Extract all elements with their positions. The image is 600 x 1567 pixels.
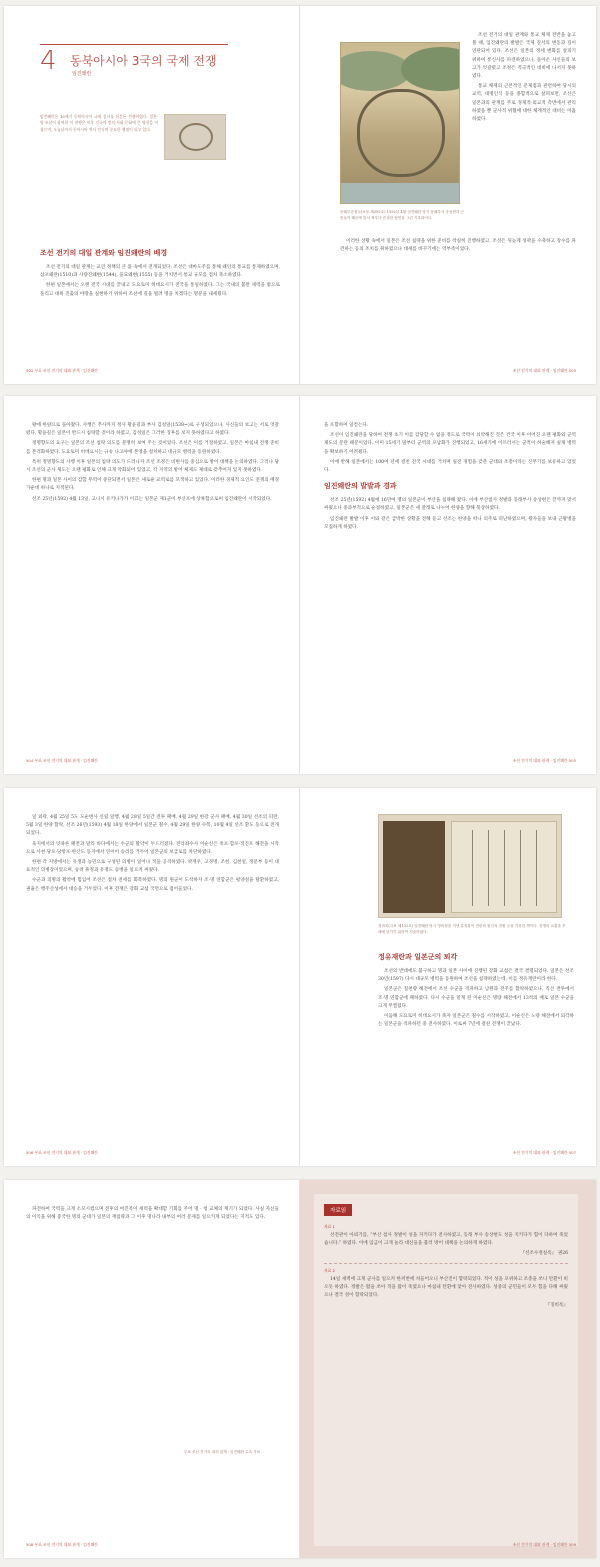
paragraph: 선조 25년(1592) 4월에 16만여 명의 일본군이 부산을 침략해 왔다. 이에 부산첨사 정발과 동래부사 송상현은 끝까지 맞서 싸웠으나 중과부적으로 순절하였고, 일본군은 세 갈래로 나누어 한양을 향해 북상하였다. <box>324 498 576 512</box>
paragraph: 선조 25년(1592) 4월 13일, 고니시 유키나가가 이끄는 일본군 제1군이 부산포에 상륙함으로써 임진왜란이 시작되었다. <box>32 496 272 502</box>
paragraph: 일 외곽, 4월 25일 5도 도순변사 신립 일행, 4월 28일 5일간 전투 패배, 4월 29일 한강 군사 패배, 4월 30일 선조의 피란, 5월 3일 한양 함락, 선조 26년(1593) 4월 18일 한양에서 일본군 철수, 4월 29일 한양 수복, 10월 4일 선조 환도 등으로 전개되었다. <box>26 815 279 837</box>
side-note: 부표 조선 전기의 대외 관계 · 임진왜란 수록 사료 <box>184 1450 261 1454</box>
page-503 <box>300 6 596 384</box>
paragraph: 정명향도의 요구는 일본의 조선 침략 의도를 분명히 보여 주는 것이었다. 조선은 이를 거절하였고, 일본은 마침내 전쟁 준비를 본격화하였다. 도요토미 히데요시는 규슈 나고야에 본영을 설치하고 대규모 병력을 동원하였다. <box>26 441 279 455</box>
figure-caption: 징비록(국보 제132호) 임진왜란 당시 영의정을 지낸 유성룡이 전란의 원인과 전황 등을 기록한 책이다. 전쟁의 교훈을 후세에 남기기 위하여 저술하였다. <box>378 924 566 934</box>
paragraph: 왕에 한양으로 돌아왔다. 사행은 추사까지 정사 황윤길과 부사 김성일(1538~)로 구성되었으나, 사신들의 보고는 서로 엇갈렸다. 황윤길은 일본이 반드시 침략할 것이라 하였고, 김성일은 그러한 징후를 보지 못하였다고 하였다. <box>26 423 279 437</box>
source-label: 자료 2 <box>324 1267 335 1273</box>
spread-1 <box>4 6 596 384</box>
page-footer: 506 부표 조선 전기의 대외 관계 · 임진왜란 <box>26 1150 98 1155</box>
paragraph: 육지에서의 잇따른 패전과 달리 바다에서는 수군의 활약이 두드러졌다. 전라좌수사 이순신은 옥포·합포·적진포 해전을 시작으로 사천·당포·당항포·한산도 등지에서 연이어 승리를 거두어 일본군의 보급로를 차단하였다. <box>26 841 279 855</box>
source-text: 14일 새벽에 크게 군사를 일으켜 한꺼번에 쳐들어오니 부산진이 함락되었다. 적이 성을 포위하고 조총을 쏘니 탄환이 비오듯 하였다. 정발은 활을 쏘아 적을 많이 죽였으나 마침내 탄환에 맞아 전사하였다. 성중의 군민들이 모두 힘을 다해 싸웠으나 결국 성이 함락되었다. <box>324 1276 568 1299</box>
section-title: 조선 전기의 대일 관계와 임진왜란의 배경 <box>40 249 168 257</box>
chapter-title: 동북아시아 3국의 국제 전쟁 <box>70 54 217 68</box>
source-reading-box <box>314 1194 578 1546</box>
paragraph: 을 포함하여 일컫는다. <box>324 423 369 428</box>
page-502 <box>4 6 300 384</box>
page-507 <box>300 788 596 1166</box>
box-heading: 자료읽 <box>324 1204 352 1216</box>
paragraph: 한편 일본에서는 오랜 전국 시대를 끝내고 도요토미 히데요시가 전국을 통일하였다. 그는 국내의 불만 세력을 밖으로 돌리고 대륙 진출의 야망을 실현하기 위하여 조선에 길을 빌려 명을 치겠다는 명분을 내세웠다. <box>40 283 280 297</box>
siege-painting <box>340 42 460 204</box>
spread-3 <box>4 788 596 1166</box>
page-506 <box>4 788 300 1166</box>
source-citation: 『선조수정실록』 권26 <box>520 1251 568 1257</box>
source-text: 선전관이 아뢰기를, “부산 첨사 정발이 성을 지키다가 전사하였고, 동래 부사 송상현도 성을 지키다가 힘이 다하여 죽었습니다.” 하였다. 이에 임금이 크게 놀라 대신들을 불러 방어 대책을 논의하게 하였다. <box>324 1233 568 1247</box>
chapter-subtitle: 임진왜란 <box>72 71 92 77</box>
paragraph: 파견하여 국력을 크게 소모시켰으며 전후의 여진족이 세력을 확대할 기회를 주어 명 · 청 교체의 계기가 되었다. 사실 자신들의 이익을 위해 중국한 명의 군대가 일본의 재침략과 그 이후 명나라 내부의 여러 문제를 일으키게 되었다는 지적도 있다. <box>26 1207 279 1221</box>
page-footer: 502 부표 조선 전기의 대외 관계 · 임진왜란 <box>26 368 98 373</box>
figure-caption: 동래부순절도(보물 제392호) 1592년 4월 임진왜란 당시 동래부사 송상현과 군민들이 왜군에 맞서 싸우다 순절한 장면을 그린 기록화이다. <box>340 210 464 220</box>
paragraph: 통교 체제의 근본적인 문제점과 관련하여 당시의 교역, 대명인식 등을 종합적으로 살펴보면, 조선은 일본과의 관계를 주로 경제적·외교적 측면에서 관리하였을 뿐 군사적 위협에 대한 체계적인 대비는 미흡하였다. <box>472 84 576 123</box>
paragraph: 이듬해 도요토미 히데요시가 죽자 일본군은 철수를 시작하였고, 이순신은 노량 해전에서 퇴각하는 일본군을 격파하던 중 전사하였다. 이로써 7년에 걸친 전쟁이 끝났다. <box>378 1014 574 1028</box>
section-title: 임진왜란의 발발과 경과 <box>324 482 397 491</box>
artifact-thumbnail <box>164 114 226 160</box>
paragraph: 수군과 의병의 활약에 힘입어 조선은 점차 전세를 회복하였다. 명의 원군이 도착하자 조·명 연합군은 평양성을 탈환하였고, 권율은 행주산성에서 대승을 거두었다. 이후 전쟁은 강화 교섭 국면으로 접어들었다. <box>26 878 279 892</box>
book-photo <box>378 814 562 918</box>
paragraph: 한편 명과 일본 사이의 감합 무역이 중단되면서 일본은 새로운 교역로를 모색하고 있었다. 이러한 경제적 요인도 전쟁의 배경 가운데 하나로 지적된다. <box>26 478 279 492</box>
chapter-rule <box>40 44 228 45</box>
page-509 <box>300 1180 596 1558</box>
paragraph: 조선의 반대에도 불구하고 명과 일본 사이에 진행된 강화 교섭은 결국 결렬되었다. 일본은 선조 30년(1597) 다시 대규모 병력을 동원하여 조선을 침략하였는데, 이를 정유재란이라 한다. <box>378 969 574 983</box>
chapter-summary: 임진왜란은 16세기 동북아시아 국제 질서를 뒤흔든 전쟁이었다. 일본·명·조선이 참여한 이 전쟁은 이후 각국의 정치·사회·문화에 큰 영향을 미쳤으며, 오늘날까지 동아시아 역사 인식의 중요한 쟁점이 되고 있다. <box>40 114 158 132</box>
spread-4 <box>4 1180 596 1558</box>
page-footer: 조선 전기의 대외 관계 · 임진왜란 505 <box>512 758 576 763</box>
page-504 <box>4 396 300 774</box>
paragraph: 한편 각 지방에서는 유생과 농민으로 구성된 의병이 일어나 적을 공격하였다. 곽재우, 고경명, 조헌, 김천일, 정문부 등이 대표적인 의병장이었으며, 승려 휴정과 유정도 승병을 일으켜 싸웠다. <box>26 860 279 874</box>
page-505 <box>300 396 596 774</box>
page-508 <box>4 1180 300 1558</box>
paragraph: 조선 전기의 대일 관계와 통교 체제 전반을 놓고 볼 때, 임진왜란의 발발은 국제 질서의 변동과 깊이 연관되어 있다. 조선은 일본의 정세 변화를 살피기 위하여 통신사를 파견하였으나, 돌아온 사신들의 보고가 엇갈렸고 조정은 적극적인 대비에 나서지 못하였다. <box>472 33 576 80</box>
chapter-number: 4 <box>40 46 57 76</box>
paragraph: 임진왜란 발발 이후 이와 같은 급박한 상황을 전해 듣고 선조는 한양을 떠나 의주로 피난하였으며, 왕자들을 보내 근왕병을 모집하게 하였다. <box>324 516 576 530</box>
source-citation: 『징비록』 <box>545 1303 568 1309</box>
section-title: 정유재란과 일본군의 퇴각 <box>378 953 458 961</box>
page-footer: 조선 전기의 대외 관계 · 임진왜란 503 <box>512 368 576 373</box>
page-footer: 504 부표 조선 전기의 대외 관계 · 임진왜란 <box>26 758 98 763</box>
paragraph: 이러한 상황 속에서 일본은 조선 침략을 위한 준비를 착실히 진행하였고, 조선은 뒤늦게 성곽을 수축하고 장수를 파견하는 등의 조치를 취하였으나 대세를 바꾸기에는 역부족이었다. <box>340 239 576 253</box>
page-footer: 508 부표 조선 전기의 대외 관계 · 임진왜란 <box>26 1542 98 1547</box>
paragraph: 일본군은 칠천량 해전에서 조선 수군을 격파하고 남원과 전주를 함락하였으나, 직산 전투에서 조·명 연합군에 패하였다. 다시 수군을 맡게 된 이순신은 명량 해전에서 13척의 배로 일본 수군을 크게 무찔렀다. <box>378 987 574 1009</box>
page-footer: 조선 전기의 대외 관계 · 임진왜란 509 <box>512 1542 576 1547</box>
paragraph: 이에 반해 일본에서는 100여 년에 걸친 전국 시대를 거치며 실전 경험을 갖춘 군대와 조총이라는 신무기를 보유하고 있었다. <box>324 459 576 474</box>
source-label: 자료 1 <box>324 1224 335 1229</box>
paragraph: 조선이 임진왜란을 당하여 전쟁 초기 이를 감당할 수 없을 정도로 국력이 쇠약해진 것은 건국 이후 이어진 오랜 평화와 군역 제도의 문란 때문이었다. 이미 15세기 말부터 군역의 포납화가 진행되었고, 16세기에 이르러서는 군적이 허술해져 실제 병력을 확보하기 어려웠다. <box>324 433 576 455</box>
spread-2 <box>4 396 596 774</box>
paragraph: 특히 정명향도의 사행 이후 일본의 침략 의도가 드러나자 조선 조정은 비변사를 중심으로 방어 대책을 논의하였다. 그러나 당시 조선의 군사 제도는 오랜 평화로 인해 크게 약화되어 있었고, 각 지역의 방어 체제도 제대로 갖추어져 있지 못하였다. <box>26 459 279 474</box>
page-footer: 조선 전기의 대외 관계 · 임진왜란 507 <box>512 1150 576 1155</box>
paragraph: 조선 전기의 대일 관계는 교린 정책의 큰 틀 속에서 전개되었다. 조선은 대마도주를 통해 왜인의 통교를 통제하였으며, 삼포왜란(1510)과 사량진왜변(1544), 을묘왜변(1555) 등을 거치면서 통교 규모를 점차 축소하였다. <box>40 265 280 279</box>
